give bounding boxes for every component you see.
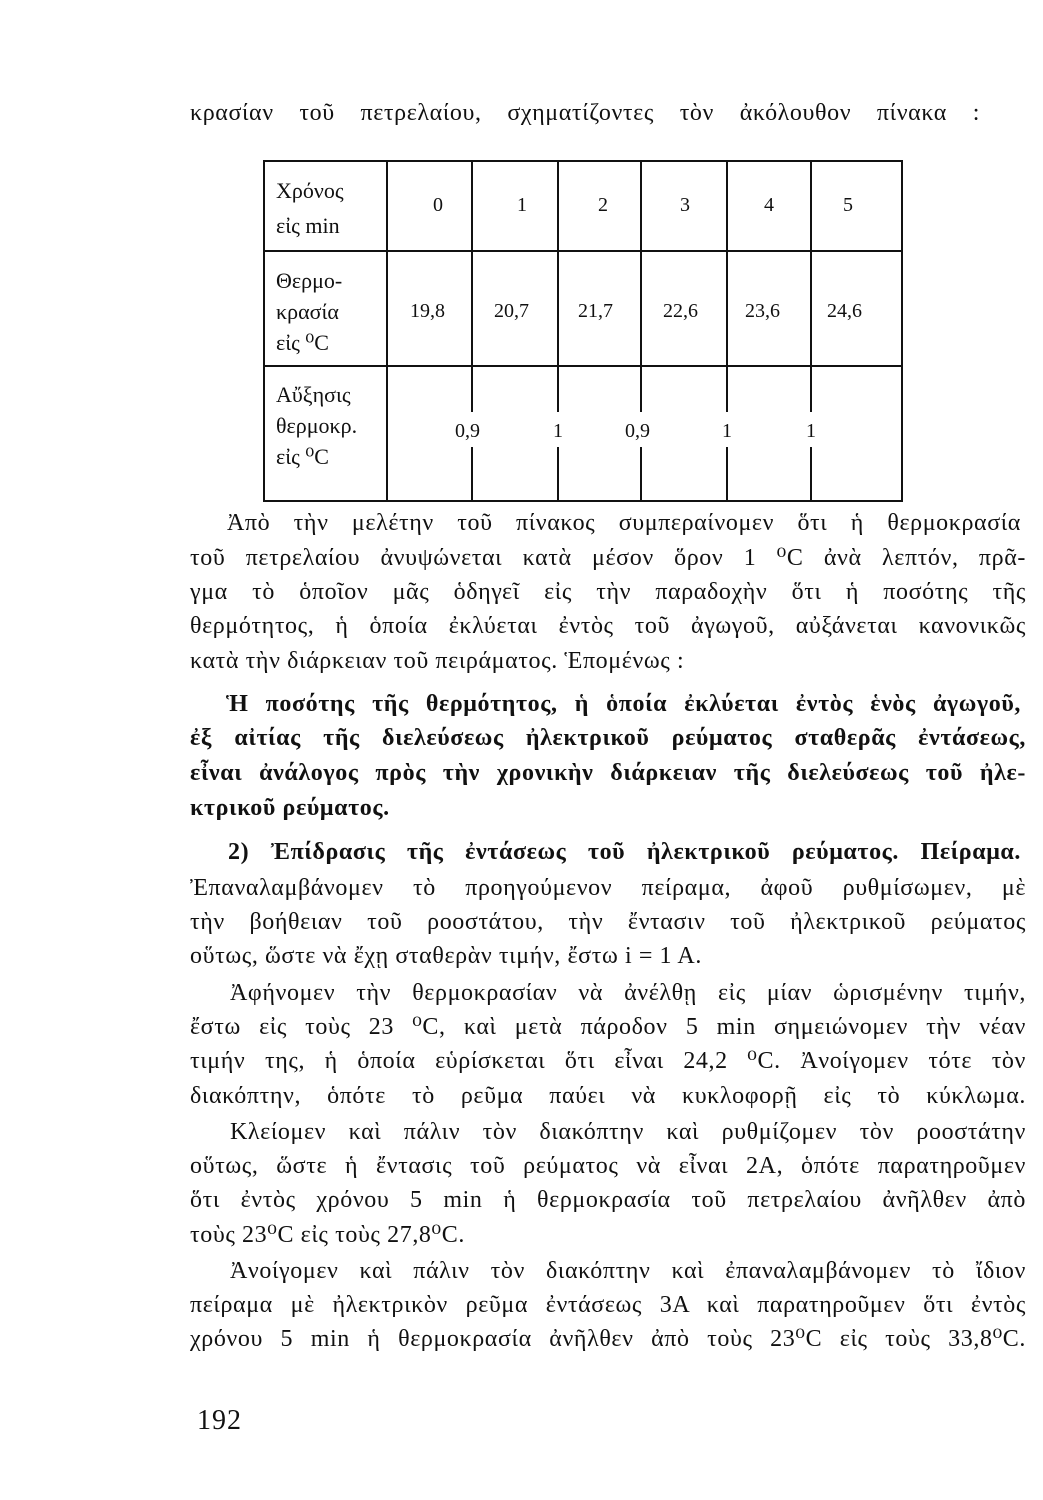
time-cell: 2 [598,194,608,216]
row-header-incr-2: θερμοκρ. [276,413,358,438]
row-header-temp-2: κρασία [276,299,339,324]
temp-cell: 21,7 [578,300,613,322]
time-cell: 0 [433,194,443,216]
row-header-temp-3: εἰς ⁰C [276,330,329,355]
paragraph-5-line: χρόνου 5 min ἡ θερμοκρασία ἀνῆλθεν ἀπὸ τοὺς 23⁰C εἰς τοὺς 33,8⁰C. [190,1326,1026,1352]
paragraph-1-line: γμα τὸ ὁποῖον μᾶς ὁδηγεῖ εἰς τὴν παραδοχὴν ὅτι ἡ ποσότης τῆς [190,579,1026,605]
incr-cell: 0,9 [625,420,650,442]
temp-cell: 24,6 [827,300,862,322]
row-header-time-2: εἰς min [276,213,340,238]
time-cell: 4 [764,194,774,216]
law-statement-line: εἶναι ἀνάλογος πρὸς τὴν χρονικὴν διάρκειαν τῆς διελεύσεως τοῦ ἠλε- [190,760,1026,786]
time-cell: 1 [517,194,527,216]
paragraph-4-line: τοὺς 23⁰C εἰς τοὺς 27,8⁰C. [190,1222,465,1248]
incr-cell: 0,9 [455,420,480,442]
paragraph-1-line: θερμότητος, ἡ ὁποία ἐκλύεται ἐντὸς τοῦ ἀγωγοῦ, αὐξάνεται κανονικῶς [190,613,1026,639]
paragraph-3-line: τιμήν της, ἡ ὁποία εὑρίσκεται ὅτι εἶναι 24,2 ⁰C. Ἀνοίγομεν τότε τὸν [190,1048,1026,1074]
law-statement-line: κτρικοῦ ρεύματος. [190,795,390,821]
paragraph-3-line: διακόπτην, ὁπότε τὸ ρεῦμα παύει νὰ κυκλοφορῇ εἰς τὸ κύκλωμα. [190,1083,1026,1109]
law-statement-line: ἐξ αἰτίας τῆς διελεύσεως ἠλεκτρικοῦ ρεύματος σταθερᾶς ἐντάσεως, [190,725,1026,751]
row-header-incr-1: Αὔξησις [276,382,351,407]
paragraph-1-line: Ἀπὸ τὴν μελέτην τοῦ πίνακος συμπεραίνομεν ὅτι ἡ θερμοκρασία [227,510,1021,536]
temp-cell: 20,7 [494,300,529,322]
intro-line: κρασίαν τοῦ πετρελαίου, σχηματίζοντες τὸν ἀκόλουθον πίνακα : [190,100,980,126]
page-number: 192 [197,1405,242,1436]
row-header-time-1: Χρόνος [276,178,344,203]
incr-cell: 1 [553,420,563,442]
paragraph-2-line: οὕτως, ὥστε νὰ ἔχῃ σταθερὰν τιμήν, ἔστω i = 1 A. [190,943,702,969]
section-heading: 2) Ἐπίδρασις τῆς ἐντάσεως τοῦ ἠλεκτρικοῦ ρεύματος. Πείραμα. [228,839,1021,865]
temp-cell: 23,6 [745,300,780,322]
paragraph-3-line: Ἀφήνομεν τὴν θερμοκρασίαν νὰ ἀνέλθῃ εἰς μίαν ὡρισμένην τιμήν, [230,980,1026,1006]
incr-cell: 1 [722,420,732,442]
paragraph-4-line: ὅτι ἐντὸς χρόνου 5 min ἡ θερμοκρασία τοῦ πετρελαίου ἀνῆλθεν ἀπὸ [190,1187,1026,1213]
paragraph-5-line: πείραμα μὲ ἠλεκτρικὸν ρεῦμα ἐντάσεως 3Α καὶ παρατηροῦμεν ὅτι ἐντὸς [190,1292,1026,1318]
incr-cell: 1 [806,420,816,442]
time-cell: 5 [843,194,853,216]
paragraph-3-line: ἔστω εἰς τοὺς 23 ⁰C, καὶ μετὰ πάροδον 5 min σημειώνομεν τὴν νέαν [190,1014,1026,1040]
paragraph-1-line: κατὰ τὴν διάρκειαν τοῦ πειράματος. Ἑπομένως : [190,648,685,674]
law-statement-line: Ἡ ποσότης τῆς θερμότητος, ἡ ὁποία ἐκλύεται ἐντὸς ἑνὸς ἀγωγοῦ, [226,691,1021,717]
paragraph-4-line: Κλείομεν καὶ πάλιν τὸν διακόπτην καὶ ρυθμίζομεν τὸν ροοστάτην [230,1119,1026,1145]
time-cell: 3 [680,194,690,216]
row-header-incr-3: εἰς ⁰C [276,444,329,469]
row-header-temp-1: Θερμο- [276,268,343,293]
paragraph-2-line: τὴν βοήθειαν τοῦ ροοστάτου, τὴν ἔντασιν τοῦ ἠλεκτρικοῦ ρεύματος [190,909,1026,935]
paragraph-2-line: Ἐπαναλαμβάνομεν τὸ προηγούμενον πείραμα, ἀφοῦ ρυθμίσωμεν, μὲ [190,875,1026,901]
paragraph-1-line: τοῦ πετρελαίου ἀνυψώνεται κατὰ μέσον ὅρον 1 ⁰C ἀνὰ λεπτόν, πρᾶ- [190,545,1026,571]
temp-cell: 19,8 [410,300,445,322]
paragraph-4-line: οὕτως, ὥστε ἡ ἔντασις τοῦ ρεύματος νὰ εἶναι 2Α, ὁπότε παρατηροῦμεν [190,1153,1026,1179]
temp-cell: 22,6 [663,300,698,322]
paragraph-5-line: Ἀνοίγομεν καὶ πάλιν τὸν διακόπτην καὶ ἐπαναλαμβάνομεν τὸ ἴδιον [230,1258,1026,1284]
